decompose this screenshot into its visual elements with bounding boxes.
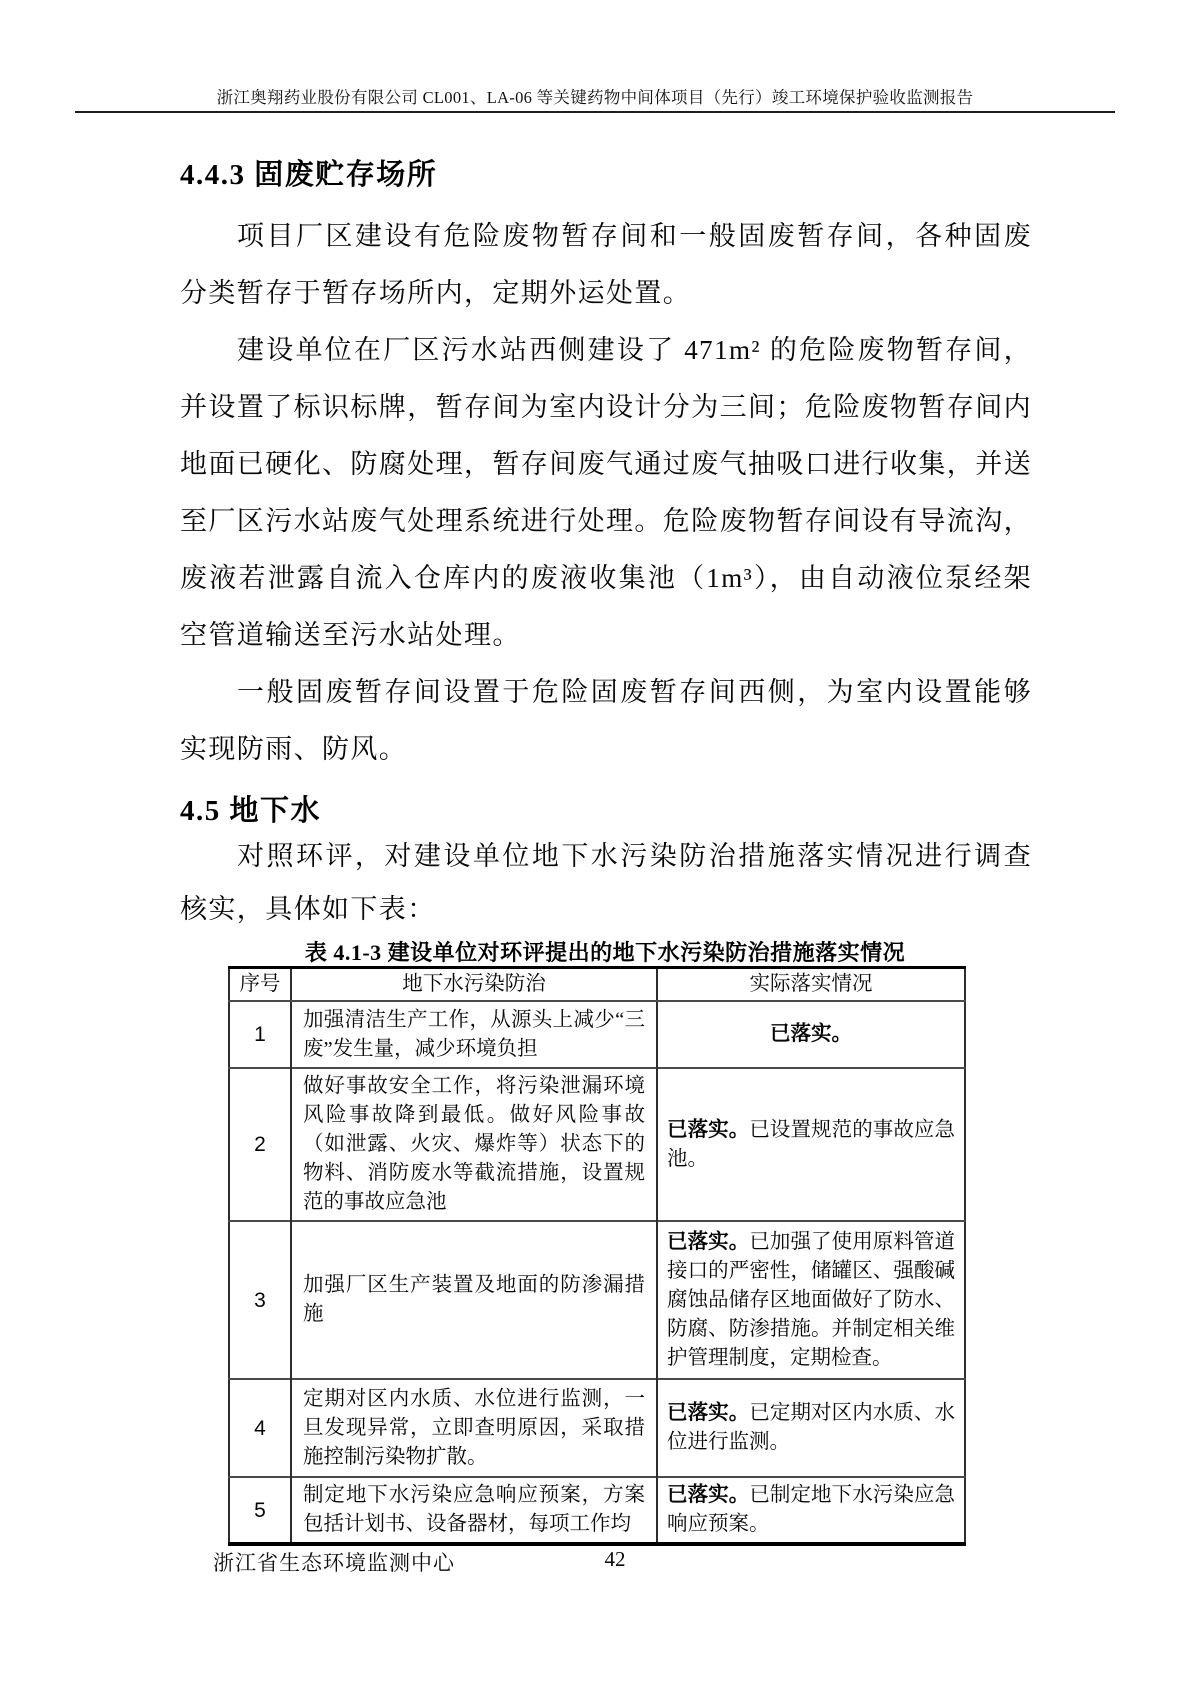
section-title-4-5: 4.5 地下水 (180, 795, 322, 827)
section-title-4-4-3: 4.4.3 固废贮存场所 (180, 159, 438, 191)
measure-cell: 加强厂区生产装置及地面的防渗漏措施 (291, 1221, 657, 1379)
table-row (229, 1068, 965, 1221)
footer-organization: 浙江省生态环境监测中心 (213, 1551, 455, 1575)
status-implemented-label: 已落实。 (667, 1230, 750, 1253)
running-header: 浙江奥翔药业股份有限公司 CL001、LA-06 等关键药物中间体项目（先行）竣工环境保护验收监测报告 (216, 88, 974, 107)
status-implemented-label: 已落实。 (667, 1402, 750, 1424)
column-header-measure: 地下水污染防治 (291, 968, 657, 1002)
measure-cell: 定期对区内水质、水位进行监测，一旦发现异常，立即查明原因，采取措施控制污染物扩散。 (291, 1379, 657, 1477)
table-row (229, 1379, 965, 1477)
paragraph-1: 项目厂区建设有危险废物暂存间和一般固废暂存间，各种固废分类暂存于暂存场所内，定期外运处置。 (180, 221, 1032, 308)
status-implemented-label: 已落实。 (667, 1484, 750, 1506)
table-caption: 表 4.1-3 建设单位对环评提出的地下水污染防治措施落实情况 (304, 940, 906, 965)
status-cell (657, 1221, 965, 1379)
table-header-row (229, 968, 965, 1002)
table-row (229, 1221, 965, 1379)
status-cell (657, 1379, 965, 1477)
paragraph-4: 对照环评，对建设单位地下水污染防治措施落实情况进行调查核实，具体如下表： (180, 841, 1032, 924)
row-number: 4 (229, 1379, 291, 1477)
table-row (229, 1001, 965, 1068)
groundwater-measures-table (228, 966, 966, 1546)
status-detail: 已设置规范的事故应急池。 (667, 1118, 956, 1170)
column-header-status: 实际落实情况 (657, 968, 965, 1002)
status-implemented-label: 已落实。 (770, 1023, 852, 1045)
status-detail: 已定期对区内水质、水位进行监测。 (667, 1402, 956, 1453)
page-number: 42 (604, 1547, 626, 1571)
measure-cell: 加强清洁生产工作，从源头上减少“三废”发生量，减少环境负担 (291, 1001, 657, 1068)
row-number: 2 (229, 1068, 291, 1221)
status-cell (657, 1001, 965, 1068)
status-detail: 已加强了使用原料管道接口的严密性，储罐区、强酸碱腐蚀品储存区地面做好了防水、防腐、防渗措施。并制定相关维护管理制度，定期检查。 (667, 1230, 956, 1369)
status-detail: 已制定地下水污染应急响应预案。 (667, 1484, 956, 1535)
page-footer (180, 1547, 1030, 1575)
row-number: 1 (229, 1001, 291, 1068)
table-row (229, 1477, 965, 1544)
column-header-no: 序号 (229, 968, 291, 1002)
paragraph-3: 一般固废暂存间设置于危险固废暂存间西侧，为室内设置能够实现防雨、防风。 (180, 677, 1032, 764)
measure-cell: 做好事故安全工作，将污染泄漏环境风险事故降到最低。做好风险事故（如泄露、火灾、爆炸等）状态下的物料、消防废水等截流措施，设置规范的事故应急池 (291, 1068, 657, 1221)
row-number: 5 (229, 1477, 291, 1544)
row-number: 3 (229, 1221, 291, 1379)
status-implemented-label: 已落实。 (667, 1118, 750, 1141)
status-cell (657, 1477, 965, 1544)
paragraph-2: 建设单位在厂区污水站西侧建设了 471m² 的危险废物暂存间，并设置了标识标牌，暂存间为室内设计分为三间；危险废物暂存间内地面已硬化、防腐处理，暂存间废气通过废气抽吸口进行收集，并送至厂区污水站废气处理系统进行处理。危险废物暂存间设有导流沟，废液若泄露自流入仓库内的废液收集池（1m³），由自动液位泵经架空管道输送至污水站处理。 (180, 335, 1032, 650)
status-cell (657, 1068, 965, 1221)
header-divider (75, 111, 1115, 113)
measure-cell: 制定地下水污染应急响应预案，方案包括计划书、设备器材，每项工作均 (291, 1477, 657, 1544)
